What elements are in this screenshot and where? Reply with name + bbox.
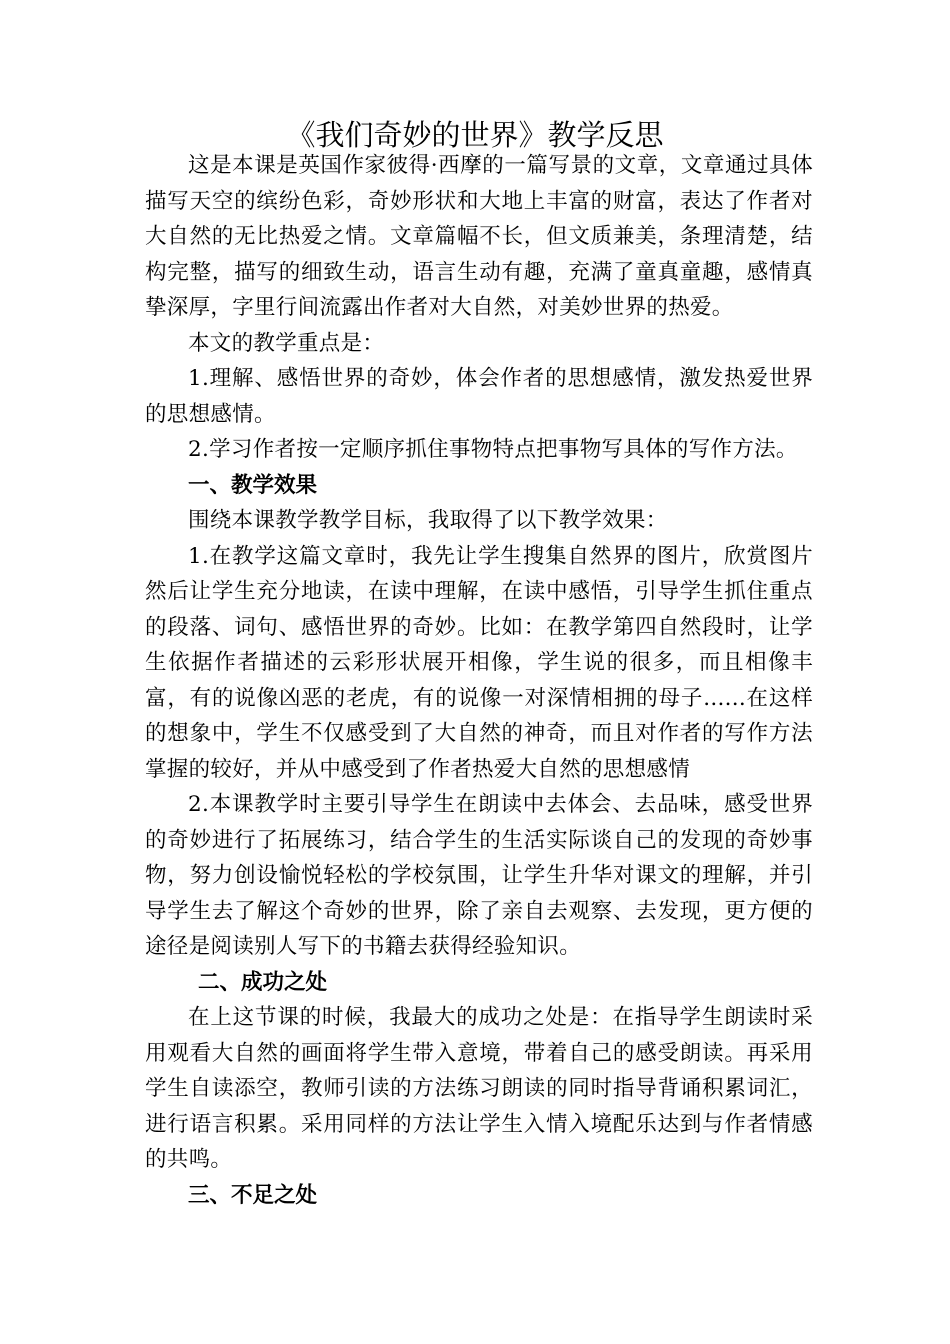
focus-item-1: 1.理解、感悟世界的奇妙，体会作者的思想感情，激发热爱世界的思想感情。 xyxy=(145,366,813,427)
success-paragraph: 在上这节课的时候，我最大的成功之处是：在指导学生朗读时采用观看大自然的画面将学生带入意境，带着自己的感受朗读。再采用学生自读添空，教师引读的方法练习朗读的同时指导背诵积累词汇，进行语言积累。采用同样的方法让学生入情入境配乐达到与作者情感的共鸣。 xyxy=(145,1005,813,1172)
effect-item-1: 1.在教学这篇文章时，我先让学生搜集自然界的图片，欣赏图片然后让学生充分地读，在读中理解，在读中感悟，引导学生抓住重点的段落、词句、感悟世界的奇妙。比如：在教学第四自然段时，让学生依据作者描述的云彩形状展开相像，学生说的很多，而且相像丰富，有的说像凶恶的老虎，有的说像一对深情相拥的母子......在这样的想象中，学生不仅感受到了大自然的神奇，而且对作者的写作方法掌握的较好，并从中感受到了作者热爱大自然的思想感情 xyxy=(145,543,813,782)
intro-paragraph: 这是本课是英国作家彼得·西摩的一篇写景的文章，文章通过具体描写天空的缤纷色彩，奇妙形状和大地上丰富的财富，表达了作者对大自然的无比热爱之情。文章篇幅不长，但文质兼美，条理清楚，结构完整，描写的细致生动，语言生动有趣，充满了童真童趣，感情真挚深厚，字里行间流露出作者对大自然，对美妙世界的热爱。 xyxy=(145,153,813,320)
document-body xyxy=(145,148,813,1213)
effect-intro-paragraph: 围绕本课教学教学目标，我取得了以下教学效果： xyxy=(188,508,668,533)
section-heading-success: 二、成功之处 xyxy=(198,969,328,995)
focus-intro-paragraph: 本文的教学重点是： xyxy=(188,330,385,356)
focus-item-2: 2.学习作者按一定顺序抓住事物特点把事物写具体的写作方法。 xyxy=(188,437,798,462)
document-title: 《我们奇妙的世界》教学反思 xyxy=(286,118,664,152)
effect-item-2: 2.本课教学时主要引导学生在朗读中去体会、去品味，感受世界的奇妙进行了拓展练习，结合学生的生活实际谈自己的发现的奇妙事物，努力创设愉悦轻松的学校氛围，让学生升华对课文的理解，并引导学生去了解这个奇妙的世界，除了亲自去观察、去发现，更方便的途径是阅读别人写下的书籍去获得经验知识。 xyxy=(145,792,813,959)
section-heading-teaching-effect: 一、教学效果 xyxy=(188,472,318,498)
section-heading-shortcomings: 三、不足之处 xyxy=(188,1182,318,1208)
